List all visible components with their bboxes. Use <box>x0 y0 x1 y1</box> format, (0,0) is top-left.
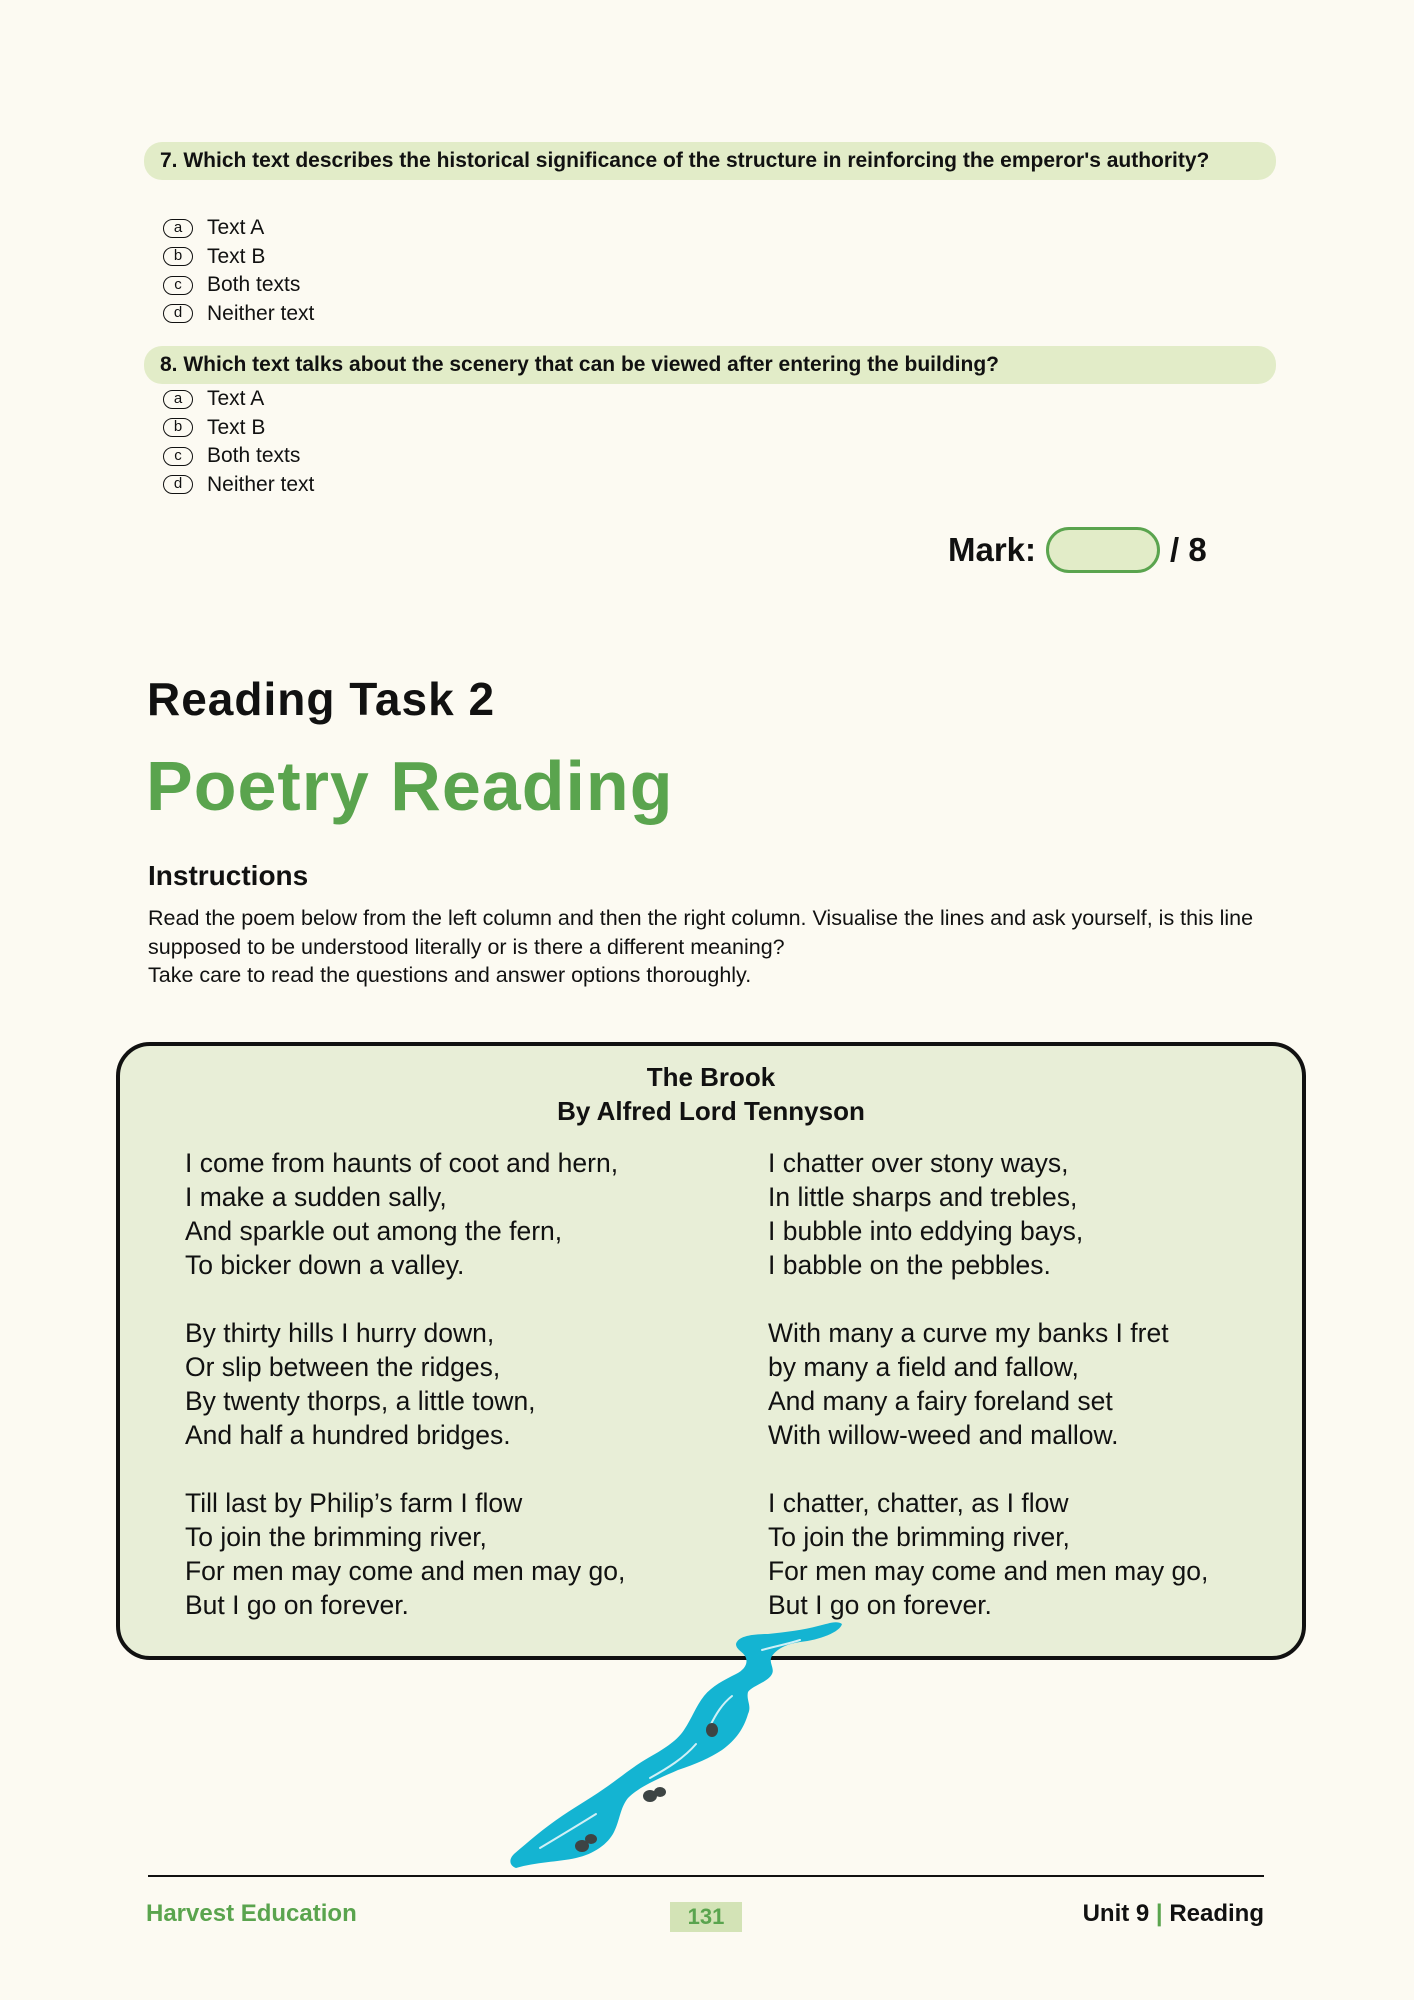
question-7-text: 7. Which text describes the historical significance of the structure in reinforcing the emperor's authority? <box>160 149 1210 172</box>
option-label: Both texts <box>207 273 301 297</box>
question-7-options <box>163 214 314 328</box>
poem-author: By Alfred Lord Tennyson <box>557 1096 865 1126</box>
poem-line: With willow-weed and mallow. <box>768 1420 1119 1450</box>
river-pebble <box>654 1787 666 1797</box>
task-label: Reading Task 2 <box>147 673 496 725</box>
river-pebble <box>585 1834 597 1844</box>
option-8d[interactable] <box>163 471 314 500</box>
option-7a[interactable] <box>163 214 314 243</box>
footer-publisher: Harvest Education <box>146 1900 357 1927</box>
option-letter-badge: b <box>163 418 193 437</box>
river-pebble <box>706 1723 718 1737</box>
question-8-options <box>163 385 314 499</box>
poem-stanza <box>185 1316 625 1452</box>
poem-line: And sparkle out among the fern, <box>185 1216 563 1246</box>
page-title: Poetry Reading <box>146 747 674 825</box>
mark-total: / 8 <box>1170 531 1207 568</box>
poem-line: And many a fairy foreland set <box>768 1386 1113 1416</box>
footer-unit: Unit 9 <box>1082 1900 1150 1927</box>
footer-divider <box>148 1875 1264 1877</box>
option-label: Text A <box>207 387 265 411</box>
option-letter-badge: a <box>163 390 193 409</box>
mark-label: Mark: <box>948 531 1037 568</box>
footer-unit-section <box>1083 1900 1264 1928</box>
option-label: Text A <box>207 216 265 240</box>
poem-line: With many a curve my banks I fret <box>768 1318 1169 1348</box>
option-8a[interactable] <box>163 385 314 414</box>
page-number: 131 <box>670 1902 742 1932</box>
option-label: Text B <box>207 415 266 439</box>
poem-line: I chatter, chatter, as I flow <box>768 1488 1069 1518</box>
poem-line: By thirty hills I hurry down, <box>185 1318 495 1348</box>
option-label: Text B <box>207 244 266 268</box>
poem-stanza <box>768 1146 1208 1282</box>
option-label: Neither text <box>207 301 315 325</box>
option-7b[interactable] <box>163 243 314 272</box>
option-7c[interactable] <box>163 271 314 300</box>
poem-stanza <box>185 1486 625 1622</box>
poem-line: In little sharps and trebles, <box>768 1182 1078 1212</box>
footer-section: Reading <box>1169 1900 1264 1927</box>
instructions-line: Read the poem below from the left column and then the right column. Visualise the lines and ask yourself, is this line supposed to be understood literally or is there a different meaning? <box>148 906 1254 959</box>
poem-line: To join the brimming river, <box>185 1522 487 1552</box>
option-8c[interactable] <box>163 442 314 471</box>
poem-line: I bubble into eddying bays, <box>768 1216 1084 1246</box>
poem-line: Or slip between the ridges, <box>185 1352 501 1382</box>
poem-line: Till last by Philip’s farm I flow <box>185 1488 523 1518</box>
question-7-prompt <box>144 142 1276 180</box>
poem-line: But I go on forever. <box>768 1590 992 1620</box>
option-letter-badge: b <box>163 247 193 266</box>
instructions-line: Take care to read the questions and answer options thoroughly. <box>148 963 752 987</box>
option-7d[interactable] <box>163 300 314 329</box>
poem-line: To join the brimming river, <box>768 1522 1070 1552</box>
poem-line: I make a sudden sally, <box>185 1182 447 1212</box>
poem-line: I babble on the pebbles. <box>768 1250 1051 1280</box>
poem-line: By twenty thorps, a little town, <box>185 1386 536 1416</box>
mark-input-box[interactable] <box>1046 527 1160 573</box>
poem-line: But I go on forever. <box>185 1590 409 1620</box>
option-letter-badge: a <box>163 219 193 238</box>
option-letter-badge: d <box>163 475 193 494</box>
poem-left-column <box>185 1146 625 1656</box>
poem-line: And half a hundred bridges. <box>185 1420 511 1450</box>
option-letter-badge: d <box>163 304 193 323</box>
question-8-prompt <box>144 346 1276 384</box>
option-letter-badge: c <box>163 447 193 466</box>
poem-line: For men may come and men may go, <box>185 1556 626 1586</box>
poem-right-column <box>768 1146 1208 1656</box>
poem-stanza <box>768 1486 1208 1622</box>
river-illustration <box>500 1610 860 1880</box>
footer-separator: | <box>1155 1900 1163 1927</box>
poem-line: I chatter over stony ways, <box>768 1148 1069 1178</box>
poem-line: I come from haunts of coot and hern, <box>185 1148 619 1178</box>
instructions-body <box>148 904 1288 990</box>
poem-stanza <box>185 1146 625 1282</box>
option-letter-badge: c <box>163 276 193 295</box>
option-label: Both texts <box>207 444 301 468</box>
poem-line: To bicker down a valley. <box>185 1250 465 1280</box>
poem-title: The Brook <box>646 1062 776 1092</box>
poem-box <box>116 1042 1306 1660</box>
river-stream-shape <box>510 1622 842 1868</box>
poem-stanza <box>768 1316 1208 1452</box>
mark-row <box>948 524 1207 576</box>
poem-line: by many a field and fallow, <box>768 1352 1079 1382</box>
poem-line: For men may come and men may go, <box>768 1556 1209 1586</box>
option-label: Neither text <box>207 472 315 496</box>
question-8-text: 8. Which text talks about the scenery that can be viewed after entering the building? <box>160 353 999 376</box>
option-8b[interactable] <box>163 414 314 443</box>
instructions-heading: Instructions <box>148 860 309 891</box>
